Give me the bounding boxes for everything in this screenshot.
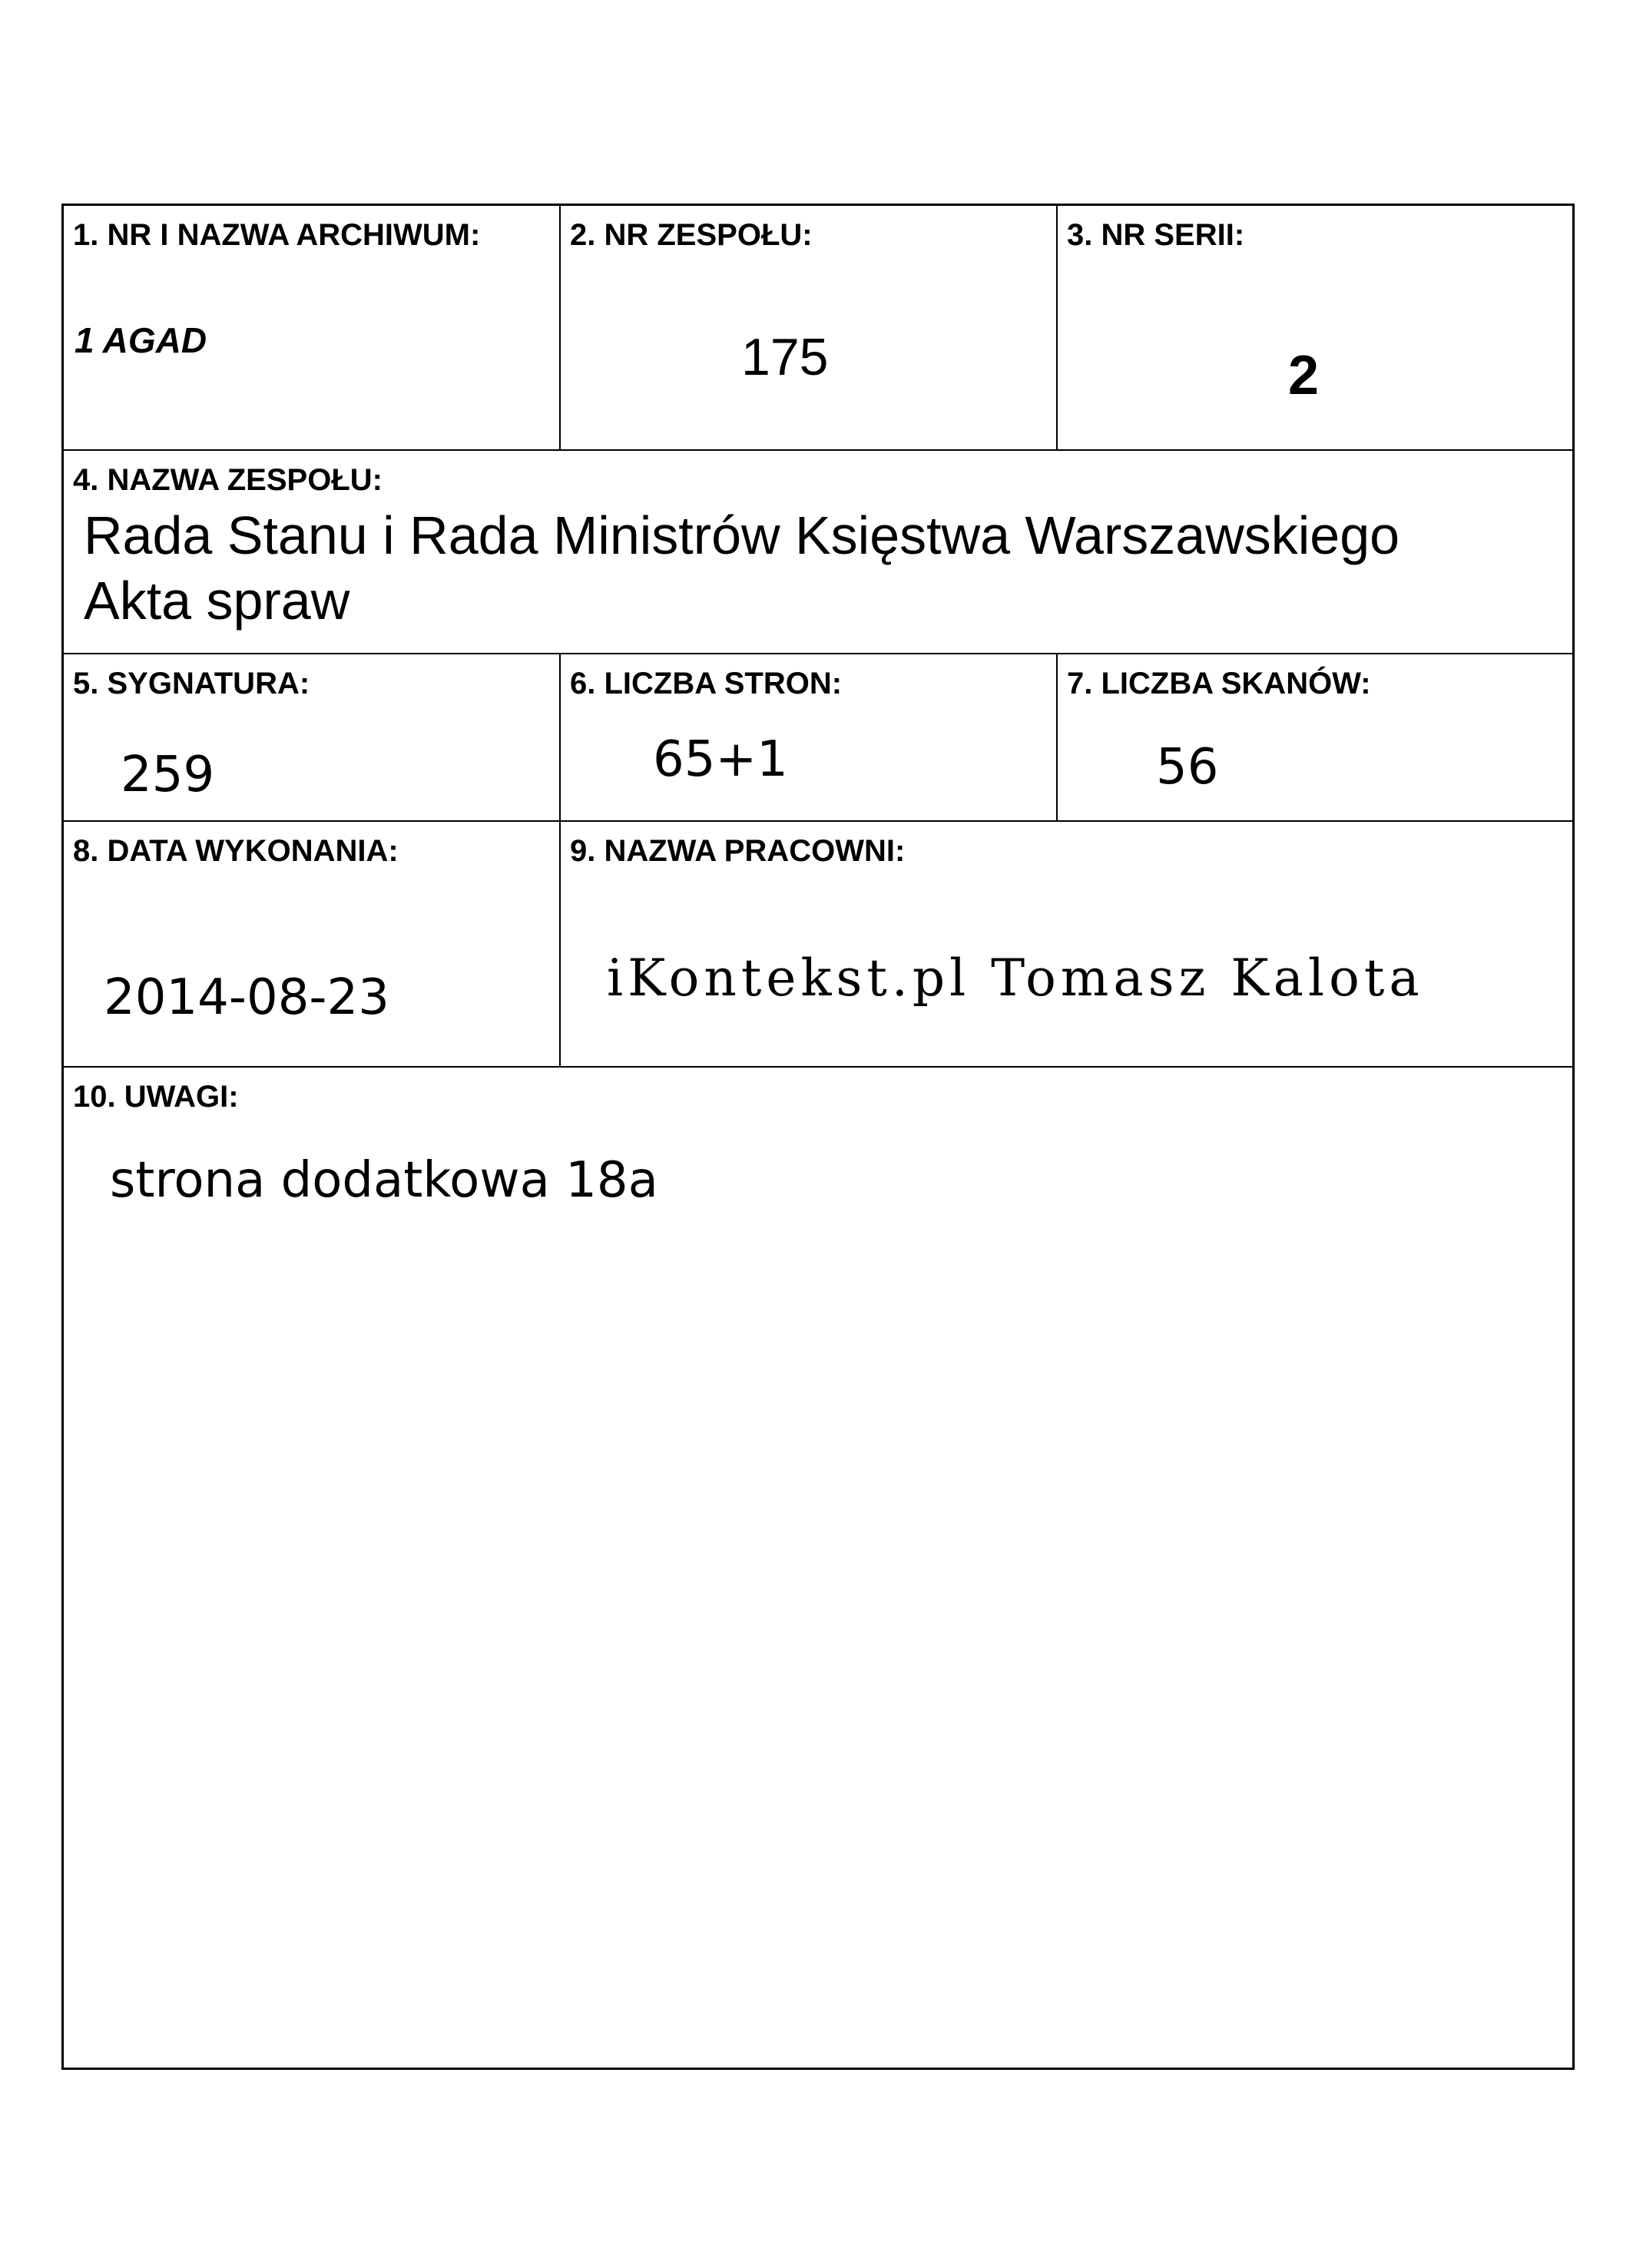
series-number-cell (1058, 206, 1574, 449)
fond-name-cell (64, 451, 1574, 653)
signature-value: 259 (121, 747, 215, 803)
scans-count-cell (1058, 654, 1574, 820)
notes-label: 10. UWAGI: (73, 1080, 239, 1114)
series-number-value: 2 (1288, 345, 1320, 406)
workshop-value: iKontekst.pl Tomasz Kalota (607, 949, 1424, 1008)
notes-cell (64, 1068, 1574, 2068)
pages-count-cell (561, 654, 1056, 820)
archive-value: 1 AGAD (75, 320, 207, 360)
fond-name-line2: Akta spraw (84, 571, 350, 631)
date-cell (64, 822, 559, 1066)
fond-name-label: 4. NAZWA ZESPOŁU: (73, 463, 383, 497)
fond-number-value: 175 (741, 328, 829, 386)
notes-value: strona dodatkowa 18a (110, 1152, 658, 1209)
pages-count-label: 6. LICZBA STRON: (570, 667, 843, 700)
date-value: 2014-08-23 (104, 969, 389, 1026)
scans-count-label: 7. LICZBA SKANÓW: (1067, 667, 1371, 700)
scans-count-value: 56 (1156, 739, 1219, 796)
fond-number-label: 2. NR ZESPOŁU: (570, 218, 813, 252)
pages-count-value: 65+1 (653, 731, 788, 788)
signature-cell (64, 654, 559, 820)
metadata-form (61, 204, 1575, 2070)
workshop-label: 9. NAZWA PRACOWNI: (570, 834, 906, 868)
series-number-label: 3. NR SERII: (1067, 218, 1245, 252)
archive-cell (64, 206, 559, 449)
archive-label: 1. NR I NAZWA ARCHIWUM: (73, 218, 481, 252)
fond-number-cell (561, 206, 1056, 449)
workshop-cell (561, 822, 1574, 1066)
date-label: 8. DATA WYKONANIA: (73, 834, 399, 868)
fond-name-line1: Rada Stanu i Rada Ministrów Księstwa Warszawskiego (84, 505, 1400, 565)
signature-label: 5. SYGNATURA: (73, 667, 310, 700)
